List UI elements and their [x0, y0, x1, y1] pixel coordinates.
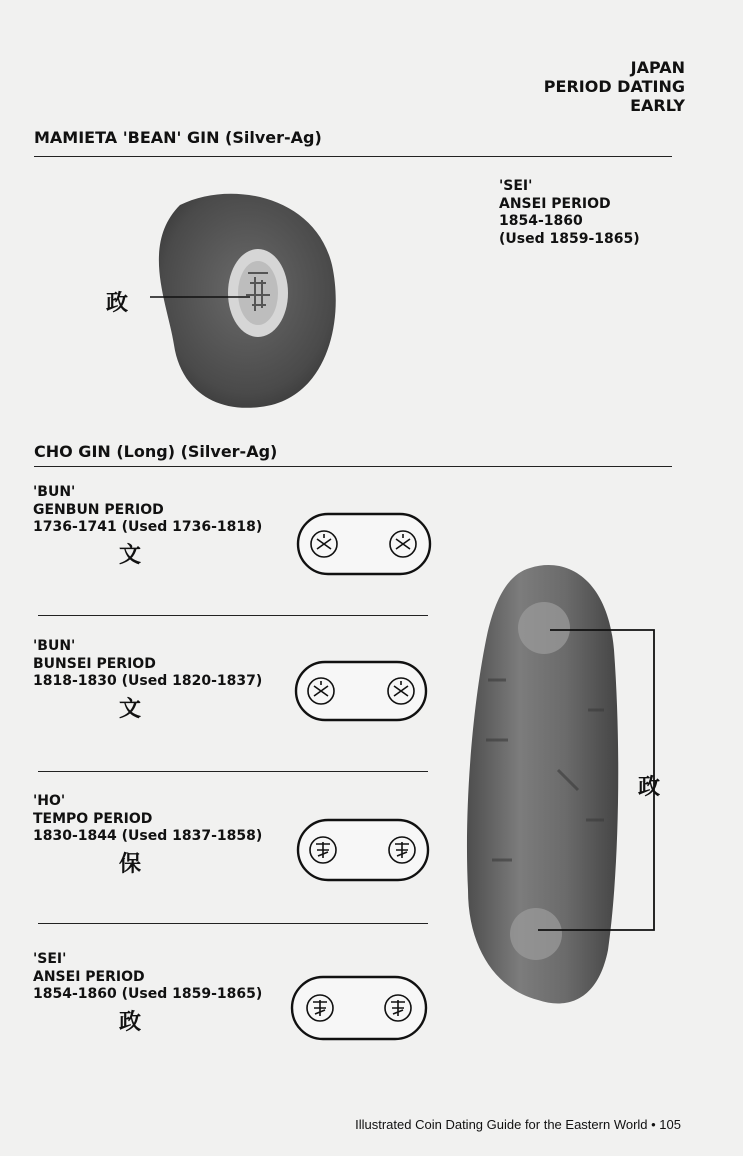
entry-char: 文: [119, 542, 142, 568]
entry-era-char: 'HO': [33, 793, 66, 809]
entry-years: 1818-1830 (Used 1820-1837): [33, 673, 263, 689]
mamieta-label: [499, 178, 640, 248]
entry-years: 1854-1860 (Used 1859-1865): [33, 986, 263, 1002]
chogin-entry-tempo: [33, 793, 263, 877]
mamieta-title: MAMIETA 'BEAN' GIN (Silver-Ag): [34, 128, 322, 147]
entry-years: 1736-1741 (Used 1736-1818): [33, 519, 263, 535]
page-header: [544, 58, 685, 115]
entry-era-char: 'BUN': [33, 484, 76, 500]
mamieta-years: 1854-1860: [499, 213, 583, 229]
entry-divider-3: [38, 923, 428, 924]
entry-era-char: 'BUN': [33, 638, 76, 654]
chogin-entry-genbun: [33, 484, 263, 568]
entry-period: TEMPO PERIOD: [33, 810, 153, 827]
mamieta-era-char: 'SEI': [499, 178, 533, 194]
coin-stamp-diagram-ansei: [290, 975, 428, 1041]
entry-divider-1: [38, 615, 428, 616]
entry-char: 保: [119, 851, 142, 877]
chogin-title: CHO GIN (Long) (Silver-Ag): [34, 442, 278, 461]
entry-era-char: 'SEI': [33, 951, 67, 967]
chogin-pointer-char: 政: [638, 775, 661, 800]
mamieta-rule: [34, 156, 672, 157]
mamieta-used: (Used 1859-1865): [499, 230, 640, 247]
coin-stamp-diagram-tempo: [296, 818, 430, 882]
mamieta-period: ANSEI PERIOD: [499, 195, 611, 212]
coin-stamp-diagram-bunsei: [294, 660, 428, 722]
page-footer: Illustrated Coin Dating Guide for the Eastern World • 105: [355, 1117, 681, 1132]
entry-period: GENBUN PERIOD: [33, 501, 164, 518]
chogin-entry-ansei: [33, 951, 263, 1035]
entry-period: ANSEI PERIOD: [33, 968, 145, 985]
mamieta-coin-illustration: [100, 185, 350, 415]
entry-char: 政: [119, 1009, 142, 1035]
entry-years: 1830-1844 (Used 1837-1858): [33, 828, 263, 844]
header-country: JAPAN: [630, 58, 685, 77]
coin-stamp-diagram-genbun: [296, 512, 432, 576]
entry-divider-2: [38, 771, 428, 772]
entry-char: 文: [119, 696, 142, 722]
mamieta-pointer-char: 政: [106, 291, 129, 316]
entry-period: BUNSEI PERIOD: [33, 655, 156, 672]
header-era: EARLY: [630, 96, 685, 115]
chogin-rule: [34, 466, 672, 467]
chogin-entry-bunsei: [33, 638, 263, 722]
header-topic: PERIOD DATING: [543, 77, 685, 96]
